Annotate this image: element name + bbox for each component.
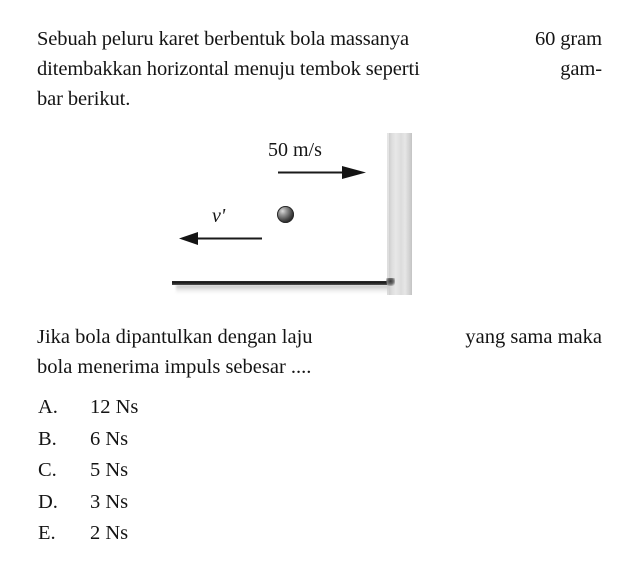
option-b-value: 6 Ns <box>90 427 129 450</box>
option-a-value: 12 Ns <box>90 396 139 418</box>
physics-diagram <box>0 126 640 308</box>
rubber-ball-icon <box>277 206 294 223</box>
option-a[interactable] <box>38 392 338 424</box>
option-b[interactable] <box>38 424 338 456</box>
option-d[interactable] <box>38 487 338 519</box>
option-e-value: 2 Ns <box>90 522 129 544</box>
option-d-key: D. <box>38 490 58 513</box>
outgoing-velocity-arrow-icon <box>178 230 264 246</box>
wall-base-joint <box>386 278 395 286</box>
ground-shadow <box>176 285 394 294</box>
option-b-key: B. <box>38 427 57 450</box>
option-e[interactable] <box>38 518 338 550</box>
question-line-1: Jika bola dipantulkan dengan laju yang sama maka <box>37 326 602 348</box>
answer-options <box>38 392 338 550</box>
statement-line-2: ditembakkan horizontal menuju tembok seperti gam- <box>37 58 602 80</box>
question-text <box>37 322 602 382</box>
incoming-speed-label: 50 m/s <box>268 139 322 161</box>
wall-block <box>389 133 412 295</box>
statement-line-1: Sebuah peluru karet berbentuk bola massanya 60 gram <box>37 28 602 50</box>
option-c-key: C. <box>38 459 57 481</box>
option-a-key: A. <box>38 396 58 418</box>
option-c-value: 5 Ns <box>90 459 129 481</box>
option-c[interactable] <box>38 455 338 487</box>
outgoing-speed-label: v' <box>212 205 226 227</box>
problem-statement <box>37 24 602 114</box>
incoming-velocity-arrow-icon <box>276 164 368 180</box>
ground-line <box>172 281 394 285</box>
question-line-2: bola menerima impuls sebesar .... <box>37 356 312 378</box>
option-e-key: E. <box>38 522 56 544</box>
statement-line-3: bar berikut. <box>37 88 131 110</box>
option-d-value: 3 Ns <box>90 490 129 513</box>
